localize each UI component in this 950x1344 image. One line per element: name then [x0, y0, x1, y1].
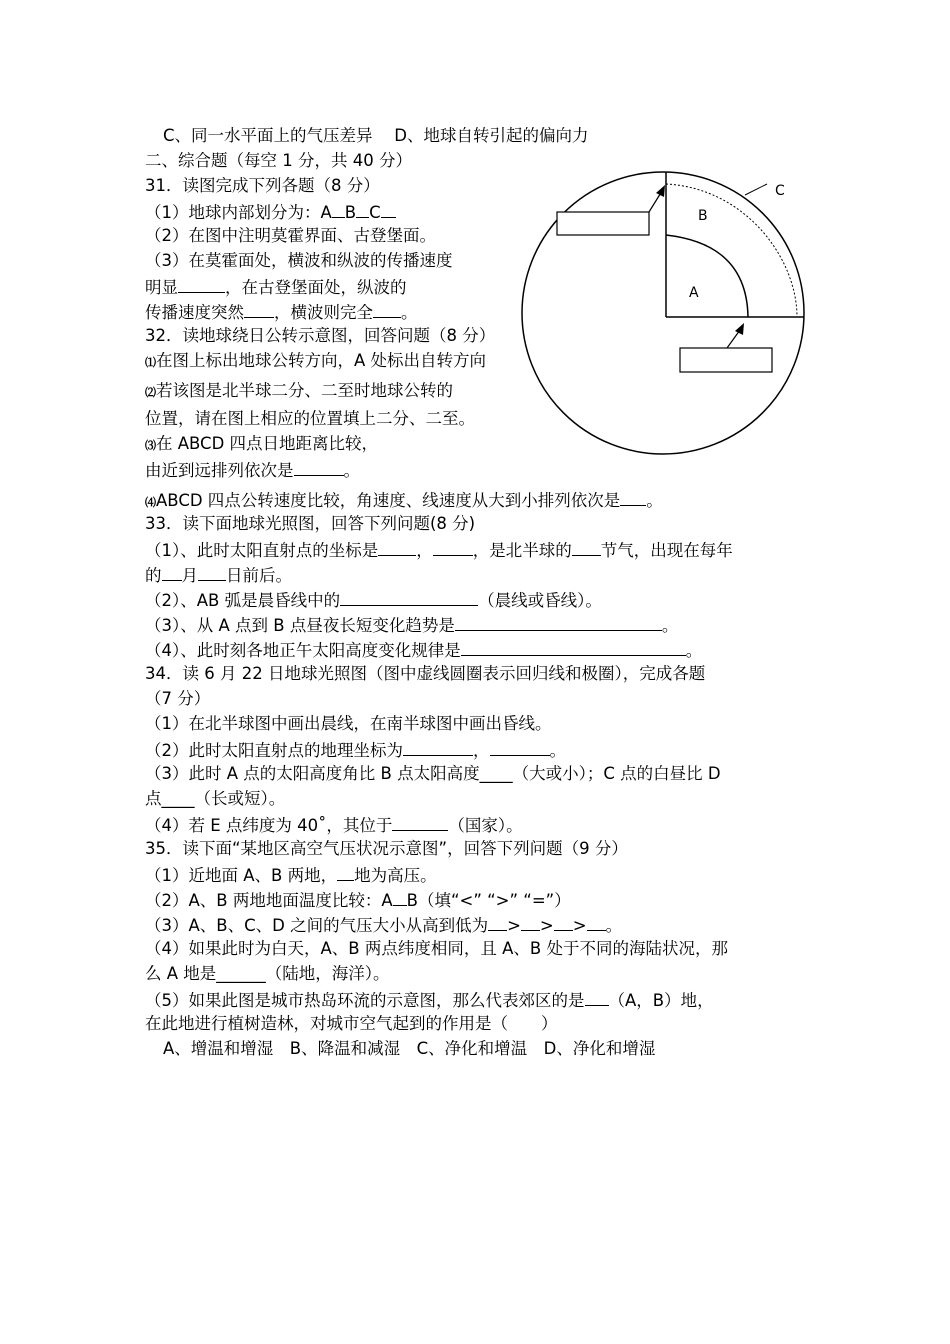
q35-part4a: （4）如果此时为白天，A、B 两点纬度相同，且 A、B 处于不同的海陆状况，那 — [145, 939, 728, 958]
earth-structure-diagram — [515, 168, 810, 458]
answer-blank[interactable] — [572, 538, 601, 556]
answer-blank[interactable] — [490, 738, 550, 756]
answer-blank[interactable] — [403, 738, 473, 756]
q31-part3b: 明显 ，在古登堡面处，纵波的 — [145, 275, 407, 299]
q34-part3b: 点____（长或短）。 — [145, 789, 286, 808]
answer-blank[interactable] — [340, 588, 478, 606]
answer-blank[interactable] — [587, 913, 606, 931]
answer-blank[interactable] — [488, 913, 507, 931]
q33-part1a: （1）、此时太阳直射点的坐标是 ， ，是北半球的 节气，出现在每年 — [145, 538, 733, 562]
q34-part4: （4）若 E 点纬度为 40˚，其位于 （国家）。 — [145, 813, 523, 837]
answer-blank[interactable] — [620, 488, 646, 506]
answer-blank[interactable] — [393, 888, 407, 906]
answer-blank[interactable] — [178, 275, 225, 293]
q34-part2: （2）此时太阳直射点的地理坐标为 ， 。 — [145, 738, 566, 762]
q31-part1: （1）地球内部划分为：A B C — [145, 200, 396, 224]
q33-part2: （2）、AB 弧是晨昏线中的 （晨线或昏线）。 — [145, 588, 602, 612]
label-b: B — [698, 208, 708, 224]
q34-part1: （1）在北半球图中画出晨线，在南半球图中画出昏线。 — [145, 714, 552, 733]
q35-options: A、增温和增湿 B、降温和减湿 C、净化和增温 D、净化和增湿 — [163, 1039, 656, 1058]
q34-part3a: （3）此时 A 点的太阳高度角比 B 点太阳高度____（大或小）；C 点的白昼比 D — [145, 764, 721, 783]
label-box-bottom[interactable] — [680, 348, 772, 372]
label-a: A — [689, 285, 699, 301]
answer-blank[interactable] — [433, 538, 473, 556]
q34-title: 34．读 6 月 22 日地球光照图（图中虚线圆圈表示回归线和极圈），完成各题 — [145, 664, 706, 683]
section-heading: 二、综合题（每空 1 分，共 40 分） — [145, 151, 412, 170]
answer-blank[interactable] — [461, 638, 686, 656]
option-line: C、同一水平面上的气压差异 D、地球自转引起的偏向力 — [163, 126, 589, 145]
answer-blank[interactable] — [554, 913, 573, 931]
q35-part4b: 么 A 地是______（陆地，海洋）。 — [145, 964, 390, 983]
q33-part4: （4）、此时刻各地正午太阳高度变化规律是 。 — [145, 638, 702, 662]
q32-part3a: ⑶在 ABCD 四点日地距离比较， — [145, 434, 379, 453]
label-box-top[interactable] — [557, 212, 649, 235]
answer-blank[interactable] — [381, 200, 396, 218]
answer-blank[interactable] — [356, 200, 369, 218]
q31-part3a: （3）在莫霍面处，横波和纵波的传播速度 — [145, 251, 453, 270]
answer-blank[interactable] — [455, 613, 662, 631]
answer-blank[interactable] — [332, 200, 345, 218]
q35-part3: （3）A、B、C、D 之间的气压大小从高到低为 > > > 。 — [145, 913, 622, 937]
q34-title-cont: （7 分） — [145, 689, 211, 708]
answer-blank[interactable] — [294, 458, 344, 476]
answer-blank[interactable] — [244, 300, 274, 318]
answer-blank[interactable] — [378, 538, 416, 556]
q35-title: 35．读下面“某地区高空气压状况示意图”，回答下列问题（9 分） — [145, 839, 628, 858]
q31-part3c: 传播速度突然 ，横波则完全 。 — [145, 300, 418, 324]
q35-part5b: 在此地进行植树造林，对城市空气起到的作用是（ ） — [145, 1014, 558, 1033]
answer-blank[interactable] — [198, 563, 226, 581]
q35-part1: （1）近地面 A、B 两地， 地为高压。 — [145, 863, 437, 887]
q32-part4: ⑷ABCD 四点公转速度比较，角速度、线速度从大到小排列依次是 。 — [145, 488, 663, 514]
q31-title: 31．读图完成下列各题（8 分） — [145, 176, 380, 195]
answer-blank[interactable] — [585, 988, 609, 1006]
answer-blank[interactable] — [337, 863, 354, 881]
q32-part3b: 由近到远排列依次是 。 — [145, 458, 360, 482]
answer-blank[interactable] — [373, 300, 401, 318]
q33-part3: （3）、从 A 点到 B 点昼夜长短变化趋势是 。 — [145, 613, 678, 637]
q32-title: 32．读地球绕日公转示意图，回答问题（8 分） — [145, 326, 496, 345]
q32-part2a: ⑵若该图是北半球二分、二至时地球公转的 — [145, 381, 453, 400]
answer-blank[interactable] — [392, 813, 448, 831]
q31-part2: （2）在图中注明莫霍界面、古登堡面。 — [145, 226, 436, 245]
label-c: C — [775, 183, 785, 199]
q32-part2b: 位置，请在图上相应的位置填上二分、二至。 — [145, 409, 475, 428]
answer-blank[interactable] — [521, 913, 540, 931]
q32-part1: ⑴在图上标出地球公转方向，A 处标出自转方向 — [145, 351, 487, 370]
q33-title: 33．读下面地球光照图，回答下列问题(8 分) — [145, 514, 476, 533]
answer-blank[interactable] — [162, 563, 182, 581]
q35-part2: （2）A、B 两地地面温度比较：A B（填“<” “>” “=”） — [145, 888, 571, 912]
q33-part1b: 的 月 日前后。 — [145, 563, 292, 587]
label-c-leader — [745, 184, 767, 195]
q35-part5a: （5）如果此图是城市热岛环流的示意图，那么代表郊区的是 （A，B）地， — [145, 988, 714, 1012]
